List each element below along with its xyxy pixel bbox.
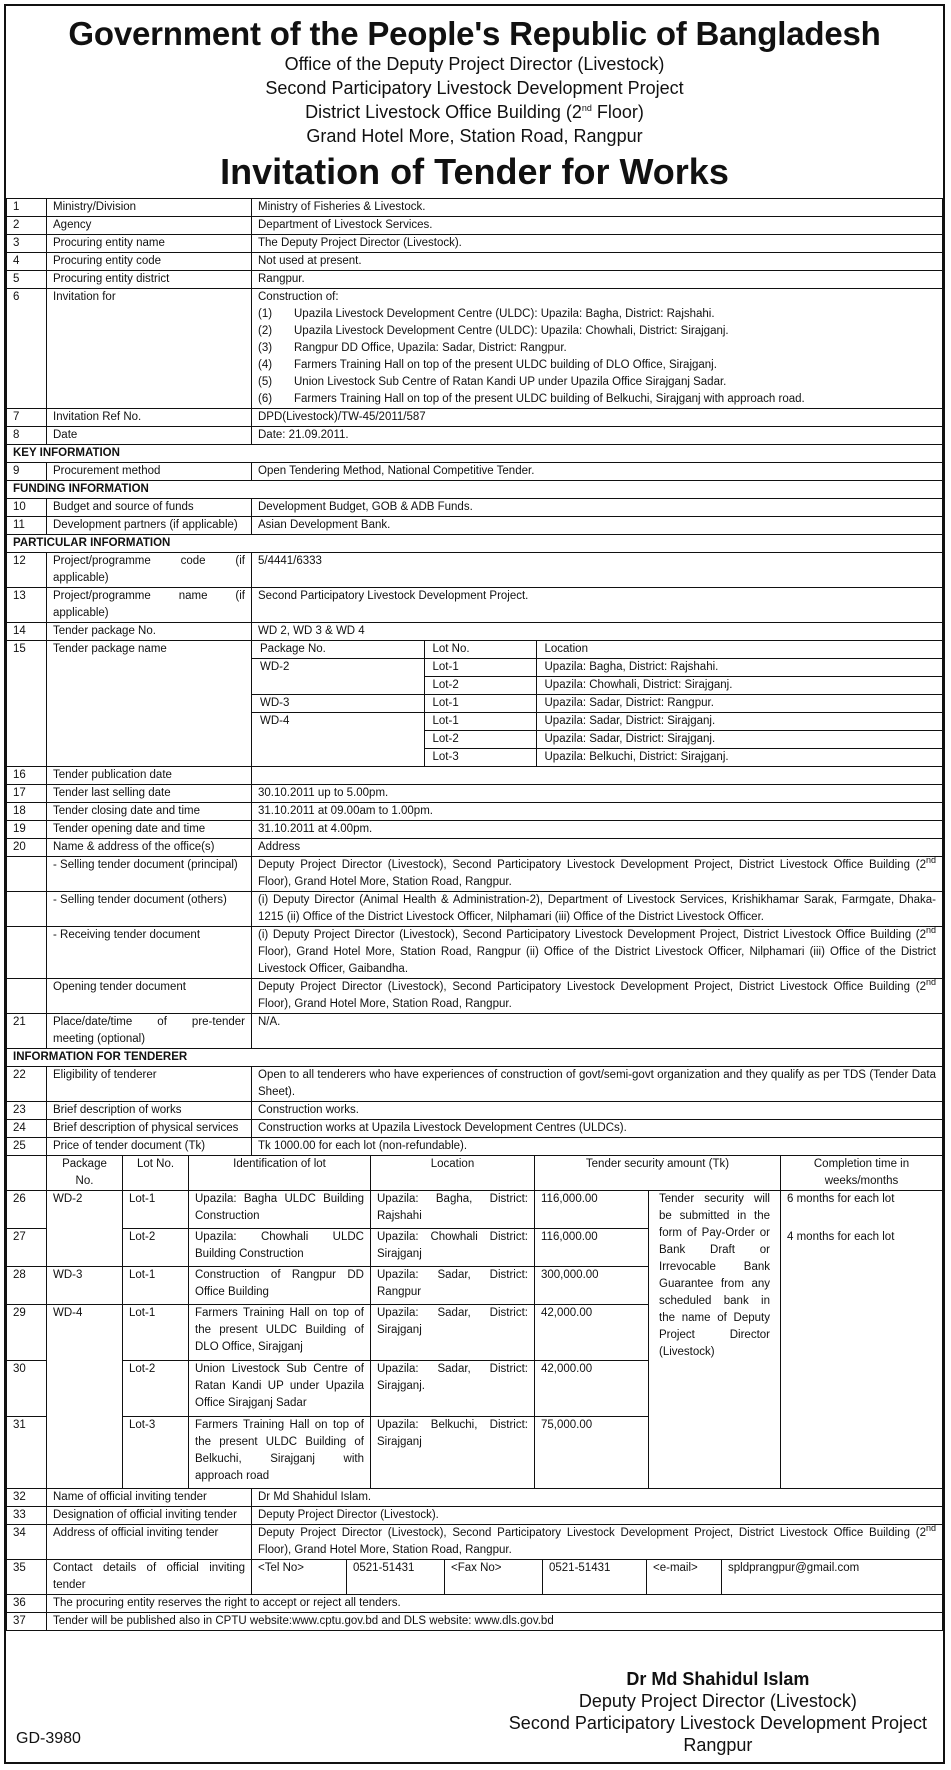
security-amount: 42,000.00 xyxy=(535,1361,649,1417)
table-row xyxy=(7,785,943,803)
office-line: Office of the Deputy Project Director (Livestock) xyxy=(284,54,665,74)
row-number: 23 xyxy=(7,1102,47,1120)
row-label: Tender opening date and time xyxy=(47,821,252,839)
subtable-row xyxy=(252,659,942,677)
signatory-place: Rangpur xyxy=(683,1735,753,1755)
security-amount: 116,000.00 xyxy=(535,1191,649,1229)
row-number: 31 xyxy=(7,1417,47,1489)
row-value: WD 2, WD 3 & WD 4 xyxy=(252,623,943,641)
table-row xyxy=(7,892,943,927)
row-label: Invitation Ref No. xyxy=(47,409,252,427)
row-number xyxy=(7,857,47,892)
header-location: Location xyxy=(536,641,942,659)
lot-location: Upazila: Bagha, District: Rajshahi xyxy=(371,1191,535,1229)
table-row xyxy=(7,927,943,979)
row-number: 35 xyxy=(7,1560,47,1595)
list-text: Farmers Training Hall on top of the present ULDC building of Belkuchi, Sirajganj with approach road. xyxy=(294,393,805,405)
row-label: Budget and source of funds xyxy=(47,499,252,517)
row-value xyxy=(252,1525,943,1560)
row-value: The procuring entity reserves the right to accept or reject all tenders. xyxy=(47,1595,943,1613)
row-value: (i) Deputy Director (Animal Health & Administration-2), Department of Livestock Services, Krishikhamar Sarak, Farmgate, Dhaka-1215 (ii) Office of the District Livestock Officer, Nilphamari (iii) Office of the District Livestock Officer. xyxy=(252,892,943,927)
lot-location: Upazila: Chowhali District: Sirajganj xyxy=(371,1229,535,1267)
table-row xyxy=(7,1120,943,1138)
signatory-name: Dr Md Shahidul Islam xyxy=(626,1669,810,1689)
row-number: 29 xyxy=(7,1305,47,1361)
row-label: Date xyxy=(47,427,252,445)
row-value: Date: 21.09.2011. xyxy=(252,427,943,445)
row-number: 25 xyxy=(7,1138,47,1156)
row-value: Dr Md Shahidul Islam. xyxy=(252,1489,943,1507)
header-identification: Identification of lot xyxy=(189,1156,371,1191)
row-number: 4 xyxy=(7,253,47,271)
list-index: (3) xyxy=(258,342,273,354)
security-amount: 300,000.00 xyxy=(535,1267,649,1305)
row-number: 14 xyxy=(7,623,47,641)
lot-location: Upazila: Bagha, District: Rajshahi. xyxy=(536,659,942,677)
list-item xyxy=(258,340,936,357)
row-label: Eligibility of tenderer xyxy=(47,1067,252,1102)
notice-title: Invitation of Tender for Works xyxy=(220,151,729,192)
row-label: Brief description of works xyxy=(47,1102,252,1120)
lot-no: Lot-1 xyxy=(123,1305,189,1361)
table-row xyxy=(7,623,943,641)
row-value: Deputy Project Director (Livestock). xyxy=(252,1507,943,1525)
row-value: Development Budget, GOB & ADB Funds. xyxy=(252,499,943,517)
table-row xyxy=(7,499,943,517)
row-value xyxy=(252,767,943,785)
row-number: 27 xyxy=(7,1229,47,1267)
table-row xyxy=(7,641,943,767)
lot-identification: Union Livestock Sub Centre of Ratan Kandi UP under Upazila Office Sirajganj Sadar xyxy=(189,1361,371,1417)
row-number: 6 xyxy=(7,289,47,409)
row-label: Tender last selling date xyxy=(47,785,252,803)
row-value: Not used at present. xyxy=(252,253,943,271)
package-no: WD-3 xyxy=(252,695,424,713)
tel-label: <Tel No> xyxy=(252,1560,347,1595)
building-text-end: Floor) xyxy=(591,102,644,122)
row-number: 5 xyxy=(7,271,47,289)
lot-no: Lot-1 xyxy=(123,1191,189,1229)
invitation-intro: Construction of: xyxy=(258,291,339,303)
row-value: Department of Livestock Services. xyxy=(252,217,943,235)
section-header xyxy=(7,445,943,463)
invitation-list xyxy=(258,306,936,408)
row-value: Construction works. xyxy=(252,1102,943,1120)
table-row xyxy=(7,1613,943,1631)
row-value: 30.10.2011 up to 5.00pm. xyxy=(252,785,943,803)
section-title: PARTICULAR INFORMATION xyxy=(7,535,943,553)
row-value: Tender will be published also in CPTU website:www.cptu.gov.bd and DLS website: www.dls.gov.bd xyxy=(47,1613,943,1631)
table-row xyxy=(7,979,943,1014)
package-subtable-cell xyxy=(252,641,943,767)
table-row xyxy=(7,1067,943,1102)
lot-location: Upazila: Sadar, District: Rangpur. xyxy=(536,695,942,713)
row-value: Rangpur. xyxy=(252,271,943,289)
row-number: 16 xyxy=(7,767,47,785)
list-text: Union Livestock Sub Centre of Ratan Kandi UP under Upazila Office Sirajganj Sadar. xyxy=(294,376,727,388)
package-no: WD-2 xyxy=(252,659,424,695)
package-no: WD-3 xyxy=(47,1267,123,1305)
lot-no: Lot-1 xyxy=(424,713,536,731)
row-label: Procuring entity name xyxy=(47,235,252,253)
row-number: 3 xyxy=(7,235,47,253)
list-text: Upazila Livestock Development Centre (ULDC): Upazila: Bagha, District: Rajshahi. xyxy=(294,308,715,320)
lot-details-table xyxy=(6,1156,943,1489)
row-value: 31.10.2011 at 4.00pm. xyxy=(252,821,943,839)
lot-no: Lot-2 xyxy=(424,731,536,749)
row-value: Open Tendering Method, National Competitive Tender. xyxy=(252,463,943,481)
row-number: 21 xyxy=(7,1014,47,1049)
security-amount: 75,000.00 xyxy=(535,1417,649,1489)
table-row xyxy=(7,253,943,271)
row-value: 5/4441/6333 xyxy=(252,553,943,588)
row-value: Construction works at Upazila Livestock Development Centres (ULDCs). xyxy=(252,1120,943,1138)
table-row xyxy=(7,588,943,623)
project-line: Second Participatory Livestock Development Project xyxy=(265,78,684,98)
lot-identification: Farmers Training Hall on top of the present ULDC Building of DLO Office, Sirajganj xyxy=(189,1305,371,1361)
tender-table xyxy=(6,198,943,1156)
address-line: Grand Hotel More, Station Road, Rangpur xyxy=(306,126,643,146)
row-number: 8 xyxy=(7,427,47,445)
lot-location: Upazila: Belkuchi, District: Sirajganj. xyxy=(536,749,942,767)
row-label: Project/programme name (if applicable) xyxy=(47,588,252,623)
government-title: Government of the People's Republic of Bangladesh xyxy=(68,15,881,52)
fax-label: <Fax No> xyxy=(445,1560,543,1595)
completion-time: 6 months for each lot xyxy=(781,1191,943,1229)
lot-no: Lot-1 xyxy=(424,659,536,677)
official-table xyxy=(6,1489,943,1631)
completion-time: 4 months for each lot xyxy=(781,1229,943,1489)
row-label: Invitation for xyxy=(47,289,252,409)
email-value[interactable]: spldprangpur@gmail.com xyxy=(722,1560,943,1595)
header-package: Package No. xyxy=(252,641,424,659)
list-index: (4) xyxy=(258,359,273,371)
row-label: Place/date/time of pre-tender meeting (optional) xyxy=(47,1014,252,1049)
signatory-designation: Deputy Project Director (Livestock) xyxy=(578,1691,857,1711)
table-row xyxy=(7,821,943,839)
row-number: 24 xyxy=(7,1120,47,1138)
section-header xyxy=(7,535,943,553)
row-number: 15 xyxy=(7,641,47,767)
signature-block xyxy=(509,1668,927,1756)
table-row xyxy=(7,409,943,427)
section-title: INFORMATION FOR TENDERER xyxy=(7,1049,943,1067)
row-number: 28 xyxy=(7,1267,47,1305)
lot-no: Lot-3 xyxy=(123,1417,189,1489)
list-index: (2) xyxy=(258,325,273,337)
notice-header xyxy=(6,16,943,194)
value-text-end: Floor), Grand Hotel More, Station Road, Rangpur. xyxy=(258,876,512,888)
security-amount: 42,000.00 xyxy=(535,1305,649,1361)
lot-no: Lot-3 xyxy=(424,749,536,767)
row-number: 26 xyxy=(7,1191,47,1229)
list-item xyxy=(258,374,936,391)
package-subtable xyxy=(252,641,942,766)
row-label: Procuring entity code xyxy=(47,253,252,271)
row-number: 22 xyxy=(7,1067,47,1102)
lot-row xyxy=(7,1191,943,1229)
value-sup: nd xyxy=(925,925,936,936)
lot-location: Upazila: Chowhali, District: Sirajganj. xyxy=(536,677,942,695)
row-label: Project/programme code (if applicable) xyxy=(47,553,252,588)
row-number: 33 xyxy=(7,1507,47,1525)
row-number: 12 xyxy=(7,553,47,588)
row-number: 17 xyxy=(7,785,47,803)
row-label: Name of official inviting tender xyxy=(47,1489,252,1507)
header-lot: Lot No. xyxy=(123,1156,189,1191)
row-number: 7 xyxy=(7,409,47,427)
table-row xyxy=(7,235,943,253)
row-label: - Selling tender document (others) xyxy=(47,892,252,927)
row-label: Ministry/Division xyxy=(47,199,252,217)
security-note: Tender security will be submitted in the form of Pay-Order or Bank Draft or Irrevocable Bank Guarantee from any scheduled bank in the name of Deputy Project Director (Livestock) xyxy=(649,1191,781,1489)
row-label: Designation of official inviting tender xyxy=(47,1507,252,1525)
row-value xyxy=(252,289,943,409)
lot-table-header xyxy=(7,1156,943,1191)
row-label: Procurement method xyxy=(47,463,252,481)
row-value xyxy=(252,857,943,892)
row-number: 11 xyxy=(7,517,47,535)
list-text: Farmers Training Hall on top of the present ULDC building of DLO Office, Sirajganj. xyxy=(294,359,717,371)
package-no: WD-2 xyxy=(47,1191,123,1229)
row-label: Tender package name xyxy=(47,641,252,767)
table-row xyxy=(7,1489,943,1507)
signatory-project: Second Participatory Livestock Development Project xyxy=(508,1713,927,1733)
subtable-row xyxy=(252,713,942,731)
value-sup: nd xyxy=(925,1523,936,1534)
header-completion: Completion time in weeks/months xyxy=(781,1156,943,1191)
lot-no: Lot-2 xyxy=(123,1229,189,1267)
lot-identification: Farmers Training Hall on top of the present ULDC Building of Belkuchi, Sirajganj with approach road xyxy=(189,1417,371,1489)
row-value: Tk 1000.00 for each lot (non-refundable). xyxy=(252,1138,943,1156)
row-value: N/A. xyxy=(252,1014,943,1049)
table-row xyxy=(7,1507,943,1525)
subtable-header xyxy=(252,641,942,659)
row-value xyxy=(252,927,943,979)
row-label: Tender publication date xyxy=(47,767,252,785)
header-lot: Lot No. xyxy=(424,641,536,659)
lot-location: Upazila: Belkuchi, District: Sirajganj xyxy=(371,1417,535,1489)
section-title: KEY INFORMATION xyxy=(7,445,943,463)
lot-identification: Upazila: Bagha ULDC Building Construction xyxy=(189,1191,371,1229)
fax-value: 0521-51431 xyxy=(543,1560,647,1595)
row-label: Address of official inviting tender xyxy=(47,1525,252,1560)
lot-location: Upazila: Sadar, District: Sirajganj. xyxy=(536,713,942,731)
row-value: Open to all tenderers who have experiences of construction of govt/semi-govt organization and they qualify as per TDS (Tender Data Sheet). xyxy=(252,1067,943,1102)
list-item xyxy=(258,391,936,408)
row-value: Address xyxy=(252,839,943,857)
header-security: Tender security amount (Tk) xyxy=(535,1156,781,1191)
row-label: Agency xyxy=(47,217,252,235)
building-text: District Livestock Office Building (2 xyxy=(305,102,582,122)
row-label: Price of tender document (Tk) xyxy=(47,1138,252,1156)
value-text: Deputy Project Director (Livestock), Second Participatory Livestock Development Project, District Livestock Office Building (2 xyxy=(258,859,926,871)
security-amount: 116,000.00 xyxy=(535,1229,649,1267)
list-index: (5) xyxy=(258,376,273,388)
value-text-end: Floor), Grand Hotel More, Station Road, Rangpur. xyxy=(258,1544,512,1556)
table-row xyxy=(7,1560,943,1595)
table-row xyxy=(7,1595,943,1613)
lot-location: Upazila: Sadar, District: Rangpur xyxy=(371,1267,535,1305)
row-number: 10 xyxy=(7,499,47,517)
row-label: Contact details of official inviting tender xyxy=(47,1560,252,1595)
package-no: WD-4 xyxy=(47,1305,123,1489)
header-package: Package No. xyxy=(47,1156,123,1191)
value-text: Deputy Project Director (Livestock), Second Participatory Livestock Development Project, District Livestock Office Building (2 xyxy=(258,981,926,993)
list-item xyxy=(258,357,936,374)
row-number xyxy=(7,979,47,1014)
table-row xyxy=(7,1138,943,1156)
building-sup: nd xyxy=(581,103,592,113)
row-number xyxy=(7,892,47,927)
list-text: Upazila Livestock Development Centre (ULDC): Upazila: Chowhali, District: Sirajganj. xyxy=(294,325,729,337)
row-number: 37 xyxy=(7,1613,47,1631)
row-label: Brief description of physical services xyxy=(47,1120,252,1138)
tel-value: 0521-51431 xyxy=(347,1560,445,1595)
value-text-end: Floor), Grand Hotel More, Station Road, Rangpur (ii) Office of the District Livestock Officer, Nilphamari (iii) Office of the District Livestock Officer, Gaibandha. xyxy=(258,946,936,975)
row-label: Name & address of the office(s) xyxy=(47,839,252,857)
table-row xyxy=(7,517,943,535)
lot-row xyxy=(7,1229,943,1267)
table-row xyxy=(7,463,943,481)
list-text: Rangpur DD Office, Upazila: Sadar, District: Rangpur. xyxy=(294,342,567,354)
list-index: (1) xyxy=(258,308,273,320)
table-row xyxy=(7,271,943,289)
section-header xyxy=(7,481,943,499)
value-text: Deputy Project Director (Livestock), Second Participatory Livestock Development Project, District Livestock Office Building (2 xyxy=(258,1527,926,1539)
section-header xyxy=(7,1049,943,1067)
value-sup: nd xyxy=(925,855,936,866)
table-row xyxy=(7,857,943,892)
tender-notice xyxy=(4,4,945,1764)
row-label: Tender package No. xyxy=(47,623,252,641)
row-number: 13 xyxy=(7,588,47,623)
lot-identification: Construction of Rangpur DD Office Building xyxy=(189,1267,371,1305)
row-value: The Deputy Project Director (Livestock). xyxy=(252,235,943,253)
header-number xyxy=(7,1156,47,1191)
row-value: Second Participatory Livestock Development Project. xyxy=(252,588,943,623)
table-row xyxy=(7,1525,943,1560)
row-value xyxy=(252,979,943,1014)
package-no xyxy=(47,1229,123,1267)
notice-code: GD-3980 xyxy=(16,1730,81,1747)
table-row xyxy=(7,839,943,857)
lot-no: Lot-1 xyxy=(123,1267,189,1305)
list-item xyxy=(258,306,936,323)
value-sup: nd xyxy=(925,977,936,988)
row-label: Development partners (if applicable) xyxy=(47,517,252,535)
row-label: Opening tender document xyxy=(47,979,252,1014)
row-number: 30 xyxy=(7,1361,47,1417)
row-label: - Receiving tender document xyxy=(47,927,252,979)
row-number: 1 xyxy=(7,199,47,217)
table-row xyxy=(7,199,943,217)
row-number: 19 xyxy=(7,821,47,839)
lot-no: Lot-2 xyxy=(123,1361,189,1417)
lot-no: Lot-2 xyxy=(424,677,536,695)
lot-location: Upazila: Sadar, District: Sirajganj xyxy=(371,1305,535,1361)
list-item xyxy=(258,323,936,340)
row-number: 32 xyxy=(7,1489,47,1507)
row-number: 34 xyxy=(7,1525,47,1560)
lot-location: Upazila: Sadar, District: Sirajganj. xyxy=(536,731,942,749)
row-label: Tender closing date and time xyxy=(47,803,252,821)
lot-location: Upazila: Sadar, District: Sirajganj. xyxy=(371,1361,535,1417)
table-row xyxy=(7,217,943,235)
row-value: Ministry of Fisheries & Livestock. xyxy=(252,199,943,217)
value-text: (i) Deputy Project Director (Livestock), Second Participatory Livestock Development Project, District Livestock Office Building (2 xyxy=(258,929,926,941)
email-label: <e-mail> xyxy=(647,1560,722,1595)
package-no: WD-4 xyxy=(260,715,290,727)
value-text-end: Floor), Grand Hotel More, Station Road, Rangpur. xyxy=(258,998,512,1010)
table-row xyxy=(7,1014,943,1049)
table-row xyxy=(7,553,943,588)
row-number: 9 xyxy=(7,463,47,481)
row-number xyxy=(7,927,47,979)
lot-identification: Upazila: Chowhali ULDC Building Construction xyxy=(189,1229,371,1267)
row-value: Asian Development Bank. xyxy=(252,517,943,535)
table-row xyxy=(7,427,943,445)
row-value: DPD(Livestock)/TW-45/2011/587 xyxy=(252,409,943,427)
row-number: 20 xyxy=(7,839,47,857)
subtable-row xyxy=(252,695,942,713)
row-number: 18 xyxy=(7,803,47,821)
building-line xyxy=(6,100,943,124)
table-row xyxy=(7,289,943,409)
row-label: - Selling tender document (principal) xyxy=(47,857,252,892)
table-row xyxy=(7,767,943,785)
header-location: Location xyxy=(371,1156,535,1191)
lot-no: Lot-1 xyxy=(424,695,536,713)
row-value: 31.10.2011 at 09.00am to 1.00pm. xyxy=(252,803,943,821)
list-index: (6) xyxy=(258,393,273,405)
table-row xyxy=(7,803,943,821)
table-row xyxy=(7,1102,943,1120)
row-label: Procuring entity district xyxy=(47,271,252,289)
row-number: 2 xyxy=(7,217,47,235)
row-number: 36 xyxy=(7,1595,47,1613)
section-title: FUNDING INFORMATION xyxy=(7,481,943,499)
